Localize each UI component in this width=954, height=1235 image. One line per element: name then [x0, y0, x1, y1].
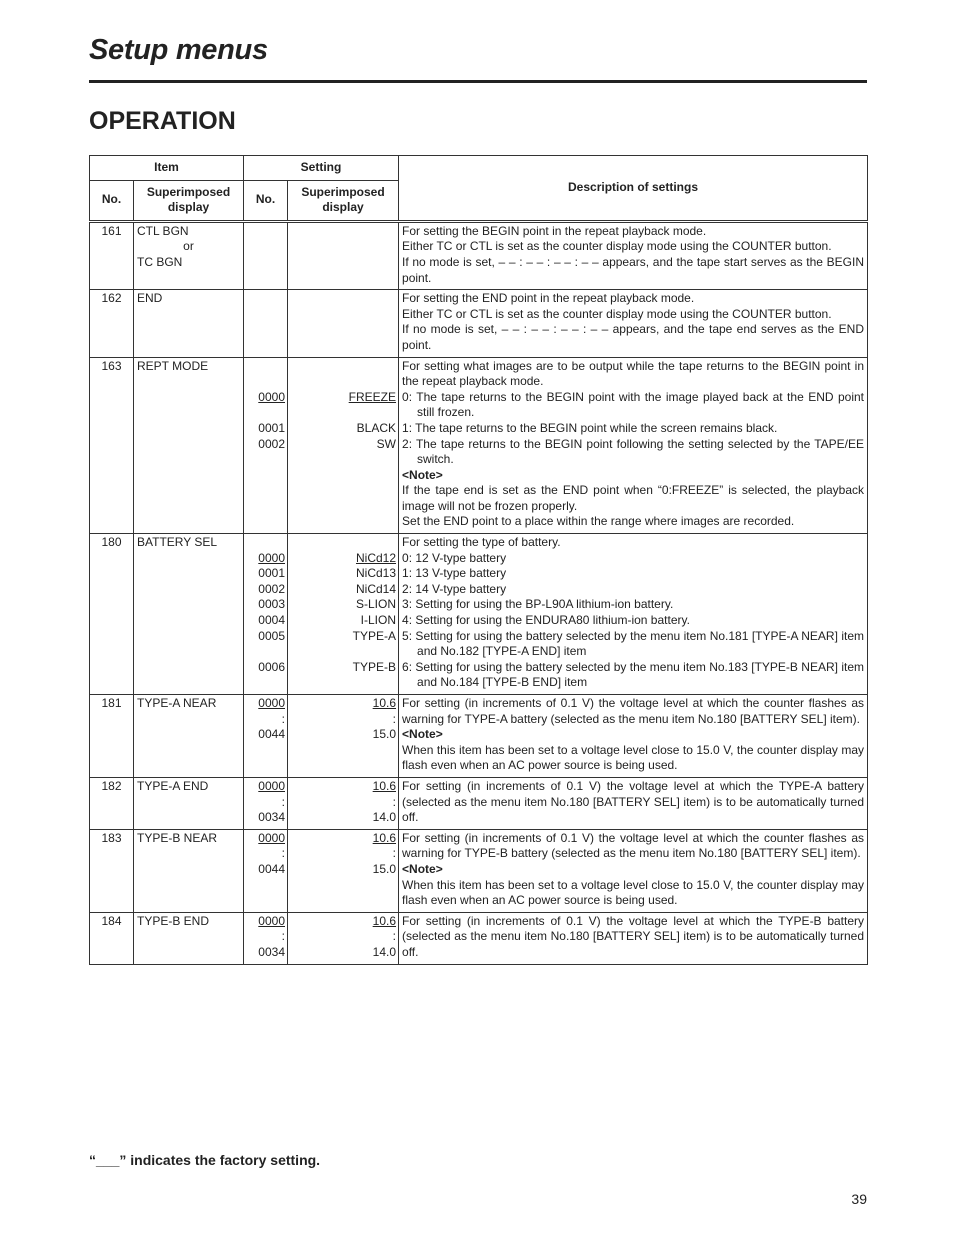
setting-number: [244, 829, 288, 912]
item-display-line: TC BGN: [137, 254, 183, 269]
setting-value-line: [291, 405, 396, 421]
item-number: 162: [90, 290, 134, 357]
setting-value-line: 10.6: [372, 913, 397, 928]
setting-value-line: [291, 374, 396, 390]
setting-value-line: :: [392, 929, 397, 944]
setting-number-line: 0006: [258, 659, 285, 674]
setting-value-line: NiCd13: [355, 566, 397, 581]
setting-number-line: 0001: [258, 566, 285, 581]
setting-value-line: [291, 359, 396, 375]
setting-value-line: NiCd12: [355, 550, 397, 565]
setting-value-line: 10.6: [372, 696, 397, 710]
setting-value: [288, 357, 399, 534]
title-divider: [89, 80, 867, 83]
setting-number-line: [247, 405, 285, 421]
description: [399, 290, 868, 357]
setting-number-line: 0044: [258, 861, 285, 876]
description: [399, 534, 868, 695]
item-display-line: TYPE-A END: [137, 778, 209, 793]
description: [399, 829, 868, 912]
setting-value-line: SW: [376, 436, 397, 451]
page-number: 39: [851, 1191, 867, 1207]
setting-number-line: 0000: [258, 389, 285, 404]
setting-value-line: TYPE-B: [352, 659, 397, 674]
setting-number-line: :: [281, 794, 285, 809]
description-line: If no mode is set, – – : – – : – – : – – appears, and the tape end serves as the END point.: [402, 322, 865, 352]
description-option: 0: 12 V-type battery: [402, 550, 507, 565]
table-row: [90, 695, 868, 778]
description-option: 1: 13 V-type battery: [402, 566, 507, 581]
item-display: [134, 221, 244, 289]
item-display: [134, 357, 244, 534]
item-number: 163: [90, 357, 134, 534]
description-line: For setting (in increments of 0.1 V) the voltage level at which the TYPE-A battery (selected as the menu item No.180 [BATTERY SEL] item) is to be automatically turned off.: [402, 778, 865, 825]
setting-number-line: 0005: [258, 628, 285, 643]
table-row: [90, 777, 868, 829]
item-display: [134, 290, 244, 357]
item-display: [134, 777, 244, 829]
item-number: 181: [90, 695, 134, 778]
description-option: 2: 14 V-type battery: [402, 581, 507, 596]
description-line: For setting (in increments of 0.1 V) the voltage level at which the counter flashes as warning for TYPE-B battery (selected as the menu item No.180 [BATTERY SEL] item).: [402, 830, 865, 861]
header-item: Item: [90, 156, 244, 181]
setting-number-line: 0034: [258, 810, 285, 825]
setting-value-line: 10.6: [372, 778, 397, 793]
header-item-display: Superimposed display: [134, 180, 244, 221]
description-line: For setting what images are to be output while the tape returns to the BEGIN point in the repeat playback mode.: [402, 358, 865, 389]
item-display: [134, 534, 244, 695]
item-display: [134, 695, 244, 778]
setting-number-line: 0000: [258, 778, 285, 793]
setting-value: [288, 829, 399, 912]
setting-value: [288, 695, 399, 778]
setting-number-line: 0002: [258, 581, 285, 596]
setting-value: [288, 777, 399, 829]
description: [399, 357, 868, 534]
description-line: For setting the END point in the repeat playback mode.: [402, 291, 695, 306]
setting-value-line: FREEZE: [348, 389, 397, 404]
setting-number-line: 0000: [258, 550, 285, 565]
description-option: 1: The tape returns to the BEGIN point while the screen remains black.: [402, 420, 778, 435]
item-display-line: TYPE-B NEAR: [137, 830, 218, 845]
item-number: 182: [90, 777, 134, 829]
setting-value-line: 14.0: [372, 810, 397, 825]
note-line: If the tape end is set as the END point when “0:FREEZE” is selected, the playback image will not be frozen properly.: [402, 483, 865, 513]
setting-number-line: :: [281, 711, 285, 726]
table-row: [90, 912, 868, 964]
setting-value: [288, 534, 399, 695]
setting-number-line: [247, 644, 285, 660]
table-row: [90, 290, 868, 357]
header-setting-no: No.: [244, 180, 288, 221]
item-number: 184: [90, 912, 134, 964]
item-display: [134, 912, 244, 964]
settings-table: [89, 155, 868, 965]
setting-number-line: 0003: [258, 597, 285, 612]
item-number: 180: [90, 534, 134, 695]
table-body: [90, 221, 868, 964]
description-option: 6: Setting for using the battery selected by the menu item No.183 [TYPE-B NEAR] item and No.184 [TYPE-B END] item: [402, 659, 865, 690]
description-option: 4: Setting for using the ENDURA80 lithium-ion battery.: [402, 613, 690, 628]
setting-value-line: :: [392, 846, 397, 861]
description-line: If no mode is set, – – : – – : – – : – – appears, and the tape start serves as the BEGIN point.: [402, 254, 865, 285]
description-option: 5: Setting for using the battery selected by the menu item No.181 [TYPE-A NEAR] item and No.182 [TYPE-A END] item: [402, 628, 865, 659]
description-line: For setting the type of battery.: [402, 535, 561, 550]
note-label: <Note>: [402, 861, 443, 876]
setting-value-line: [291, 535, 396, 551]
setting-number-line: 0034: [258, 944, 285, 959]
header-setting: Setting: [244, 156, 399, 181]
item-display-line: TYPE-A NEAR: [137, 696, 217, 710]
description-line: Either TC or CTL is set as the counter display mode using the COUNTER button.: [402, 306, 832, 321]
item-number: 161: [90, 221, 134, 289]
item-display: [134, 829, 244, 912]
table-row: [90, 221, 868, 289]
setting-value-line: 14.0: [372, 944, 397, 959]
item-display-line: BATTERY SEL: [137, 535, 218, 550]
setting-number: [244, 695, 288, 778]
description-option: 2: The tape returns to the BEGIN point following the setting selected by the TAPE/EE switch.: [402, 436, 865, 467]
setting-number: [244, 534, 288, 695]
setting-number-line: [247, 535, 285, 551]
setting-value-line: BLACK: [356, 420, 397, 435]
table-row: [90, 534, 868, 695]
description: [399, 912, 868, 964]
setting-value: [288, 912, 399, 964]
page-title: Setup menus: [89, 34, 268, 66]
item-display-line: END: [137, 291, 163, 306]
header-description: Description of settings: [399, 156, 868, 222]
setting-number-line: 0004: [258, 613, 285, 628]
description: [399, 221, 868, 289]
description-option: 3: Setting for using the BP-L90A lithium-ion battery.: [402, 597, 674, 612]
setting-value-line: I-LION: [360, 613, 397, 628]
setting-value-line: :: [392, 794, 397, 809]
setting-value-line: NiCd14: [355, 581, 397, 596]
setting-number-line: [247, 374, 285, 390]
setting-value: [288, 221, 399, 289]
description-option: 0: The tape returns to the BEGIN point with the image played back at the END point still frozen.: [402, 389, 865, 420]
setting-value-line: S-LION: [356, 597, 397, 612]
description-line: For setting (in increments of 0.1 V) the voltage level at which the counter flashes as warning for TYPE-A battery (selected as the menu item No.180 [BATTERY SEL] item).: [402, 696, 865, 726]
section-title: OPERATION: [89, 107, 236, 135]
item-number: 183: [90, 829, 134, 912]
setting-value-line: :: [392, 711, 397, 726]
setting-number-line: :: [281, 846, 285, 861]
note-line: When this item has been set to a voltage level close to 15.0 V, the counter display may flash even when an AC power source is being used.: [402, 742, 865, 773]
header-item-no: No.: [90, 180, 134, 221]
factory-setting-footnote: “___” indicates the factory setting.: [89, 1152, 321, 1168]
note-label: <Note>: [402, 467, 443, 482]
setting-number: [244, 357, 288, 534]
note-label: <Note>: [402, 727, 443, 742]
item-display-line: CTL BGN: [137, 223, 189, 238]
setting-number: [244, 290, 288, 357]
setting-number-line: 0000: [258, 696, 285, 710]
setting-number: [244, 912, 288, 964]
setting-number: [244, 777, 288, 829]
item-display-line: or: [183, 239, 194, 254]
header-setting-display: Superimposed display: [288, 180, 399, 221]
setting-value-line: 15.0: [372, 727, 397, 742]
table-row: [90, 829, 868, 912]
description-line: For setting (in increments of 0.1 V) the voltage level at which the TYPE-B battery (selected as the menu item No.180 [BATTERY SEL] item) is to be automatically turned off.: [402, 913, 865, 959]
item-display-line: TYPE-B END: [137, 913, 210, 928]
setting-number: [244, 221, 288, 289]
description: [399, 777, 868, 829]
setting-value-line: [291, 644, 396, 660]
setting-value-line: TYPE-A: [352, 628, 397, 643]
setting-value-line: 15.0: [372, 861, 397, 876]
description-line: Either TC or CTL is set as the counter display mode using the COUNTER button.: [402, 239, 832, 254]
setting-number-line: 0000: [258, 830, 285, 845]
setting-number-line: 0001: [258, 420, 285, 435]
setting-number-line: [247, 359, 285, 375]
setting-value-line: 10.6: [372, 830, 397, 845]
setting-number-line: 0000: [258, 913, 285, 928]
table-row: [90, 357, 868, 534]
description: [399, 695, 868, 778]
setting-number-line: :: [281, 929, 285, 944]
note-line: Set the END point to a place within the range where images are recorded.: [402, 514, 795, 529]
description-line: For setting the BEGIN point in the repeat playback mode.: [402, 223, 707, 238]
note-line: When this item has been set to a voltage level close to 15.0 V, the counter display may flash even when an AC power source is being used.: [402, 877, 865, 908]
setting-value: [288, 290, 399, 357]
item-display-line: REPT MODE: [137, 358, 209, 373]
setting-number-line: 0044: [258, 727, 285, 742]
setting-number-line: 0002: [258, 436, 285, 451]
